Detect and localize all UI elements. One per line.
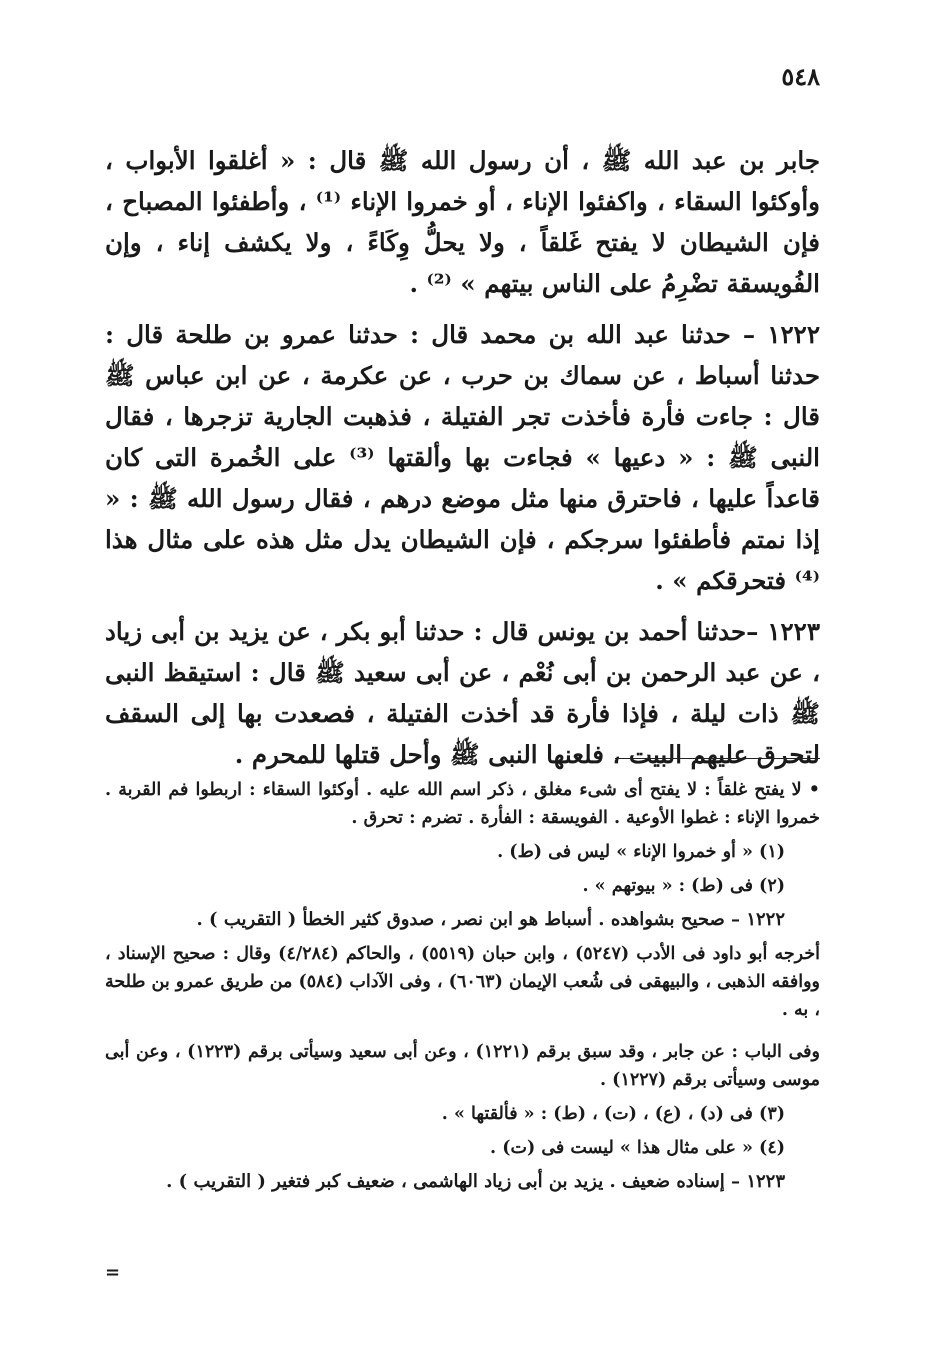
grading-1223 [105, 1168, 820, 1196]
bab-note-1222: وفى الباب : عن جابر ، وقد سبق برقم (١٢٢١) ، وعن أبى سعيد وسيأتى برقم (١٢٢٣) ، وعن أبى موسى وسيأتى برقم (١٢٢٧) . [105, 1042, 820, 1090]
grading-1222 [105, 906, 820, 934]
hadith-continuation-paragraph: جابر بن عبد الله ﷺ ، أن رسول الله ﷺ قال : « أغلقوا الأبواب ، وأوكئوا السقاء ، واكفئوا الإناء ، أو خمروا الإناء ⁽¹⁾ ، وأطفئوا المصباح ، فإن الشيطان لا يفتح غَلقاً ، ولا يحلُّ وِكَاءً ، ولا يكشف إناء ، وإن الفُويسقة تضْرِمُ على الناس بيتهم » ⁽²⁾ . [105, 146, 820, 298]
glossary-note: • لا يفتح غلقاً : لا يفتح أى شىء مغلق ، ذكر اسم الله عليه . أوكئوا السقاء : اربطوا فم القربة . خمروا الإناء : غطوا الأوعية . الفويسقة : الفأرة . تضرم : تحرق . [105, 780, 820, 828]
footnotes-section [105, 776, 820, 1196]
grading-1223-label: ١٢٢٣ – إسناده ضعيف [622, 1171, 785, 1192]
hadith-1223-paragraph: ١٢٢٣ –حدثنا أحمد بن يونس قال : حدثنا أبو بكر ، عن يزيد بن أبى زياد ، عن عبد الرحمن بن أبى نُعْم ، عن أبى سعيد ﷺ قال : استيقظ النبى ﷺ ذات ليلة ، فإذا فأرة قد أخذت الفتيلة ، فصعدت بها إلى السقف لتحرق عليهم البيت ، فلعنها النبى ﷺ وأحل قتلها للمحرم . [105, 617, 820, 769]
continuation-mark: = [105, 1262, 121, 1283]
footnote-4: (٤) « على مثال هذا » ليست فى (ت) . [490, 1138, 785, 1158]
hadith-1222-paragraph: ١٢٢٢ – حدثنا عبد الله بن محمد قال : حدثنا عمرو بن طلحة قال : حدثنا أسباط ، عن سماك بن حرب ، عن عكرمة ، عن ابن عباس ﷺ قال : جاءت فأرة فأخذت تجر الفتيلة ، فذهبت الجارية تزجرها ، فقال النبى ﷺ : « دعيها » فجاءت بها وألقتها ⁽³⁾ على الخُمرة التى كان قاعداً عليها ، فاحترق منها مثل موضع درهم ، فقال رسول الله ﷺ : « إذا نمتم فأطفئوا سرجكم ، فإن الشيطان يدل مثل هذه على مثال هذا ⁽⁴⁾ فتحرقكم » . [105, 320, 820, 595]
footnote-2: (٢) فى (ط) : « بيوتهم » . [582, 876, 785, 896]
takhrij-1222: أخرجه أبو داود فى الأدب (٥٢٤٧) ، وابن حبان (٥٥١٩) ، والحاكم (٤/٢٨٤) وقال : صحيح الإسناد ، ووافقه الذهبى ، والبيهقى فى شُعب الإيمان (٦٠٦٣) ، وفى الآداب (٥٨٤) من طريق عمرو بن طلحة ، به . [105, 944, 821, 1020]
grading-1222-label: ١٢٢٢ – صحيح بشواهده [610, 909, 785, 930]
page-number: ٥٤٨ [781, 62, 820, 91]
main-text [105, 140, 820, 775]
footnote-3: (٣) فى (د) ، (ع) ، (ت) ، (ط) : « فألقتها » . [441, 1104, 785, 1124]
grading-1223-text: . يزيد بن أبى زياد الهاشمى ، ضعيف كبر فتغير ( التقريب ) . [166, 1171, 616, 1192]
grading-1222-text: . أسباط هو ابن نصر ، صدوق كثير الخطأ ( التقريب ) . [196, 909, 605, 930]
footnote-separator [615, 758, 820, 759]
footnote-1: (١) « أو خمروا الإناء » ليس فى (ط) . [497, 842, 785, 862]
